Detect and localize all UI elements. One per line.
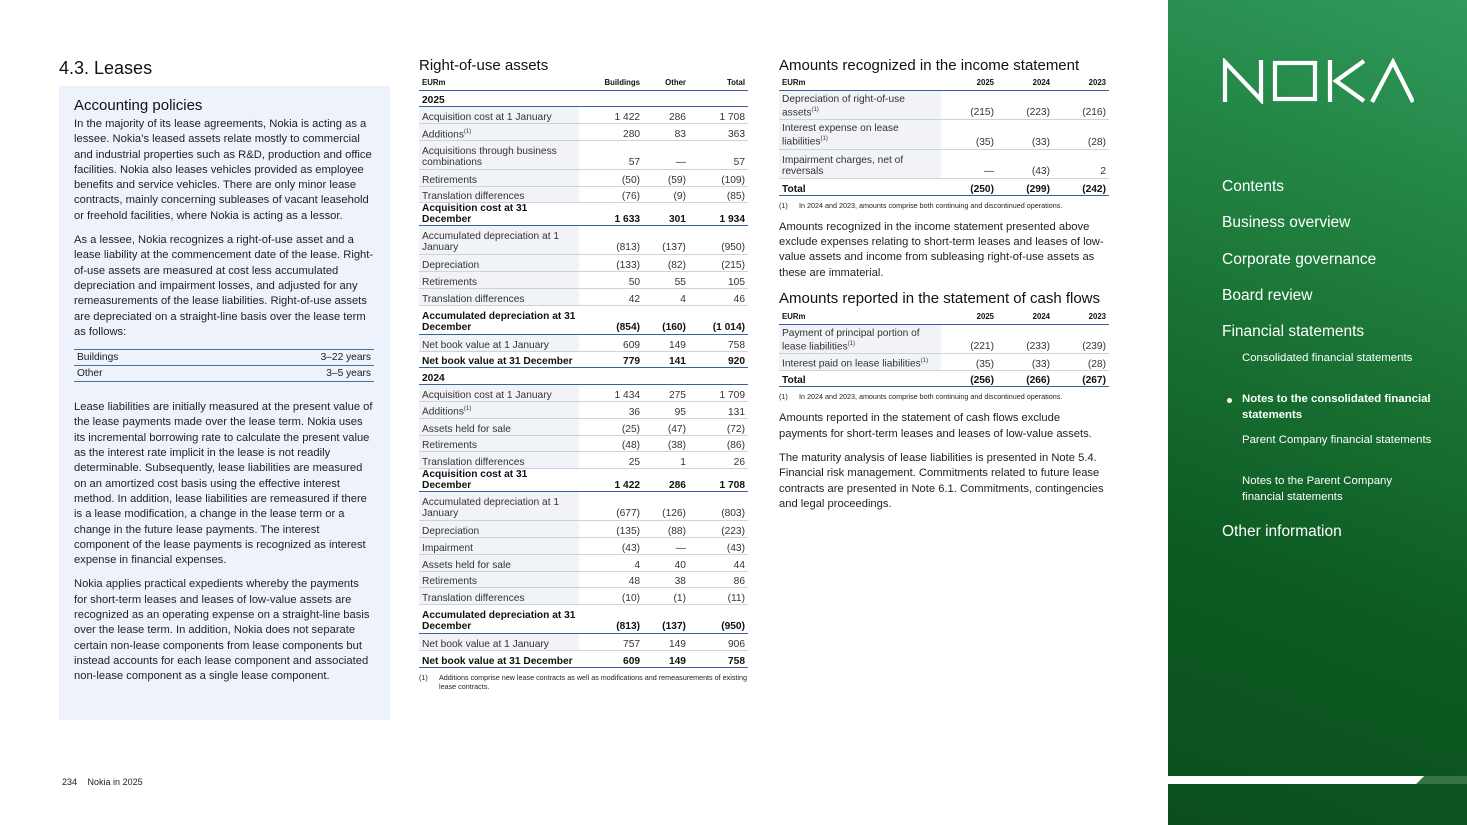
row-value: (215) [941, 90, 997, 120]
col-header: EURm [779, 311, 941, 324]
policy-paragraph-3: Lease liabilities are initially measured at the present value of the lease payments made over the lease term. Nokia uses its incremental borrowing rate to calculate the present value as the interest rate implicit in the lease is not readily determinable. Subsequently, lease liabilities are measured on an amortized cost basis using the effective interest method. In addition, lease liabilities are remeasured if there is a lease modification, a change in the lease term or a change in the future lease payments. The interest component of the lease payments is recognized as interest expense in financial expenses. [74, 401, 373, 567]
footnote-ref: (1) [463, 128, 472, 135]
row-value: 44 [689, 554, 748, 571]
table-row [779, 324, 1109, 354]
nav-board-review[interactable]: Board review [1222, 287, 1313, 304]
table-row [419, 651, 748, 668]
row-value: 779 [579, 351, 643, 368]
row-value: 105 [689, 272, 748, 289]
policy-paragraph-1: In the majority of its lease agreements, Nokia is acting as a lessee. Nokia’s leased assets relate mostly to commercial and industrial properties such as R&D, production and office facilities. Nokia also leases vehicles provided as employee benefits and service vehicles. There are only minor lease contracts, mainly concerning subleases of vacant leasehold or freehold facilities, where Nokia is acting as a lessor. [74, 118, 372, 222]
cashflow-paragraph-1: Amounts reported in the statement of cash flows exclude payments for short-term leases and leases of low-value assets. [779, 412, 1092, 440]
row-value: (48) [579, 435, 643, 452]
row-value: 149 [643, 334, 689, 351]
row-label: Translation differences [419, 452, 579, 469]
row-value: 906 [689, 634, 748, 651]
row-label: Translation differences [419, 186, 579, 203]
row-value: (950) [689, 226, 748, 255]
table-row [419, 435, 748, 452]
row-value: (28) [1053, 354, 1109, 371]
row-value: (854) [579, 305, 643, 334]
row-value: (266) [997, 370, 1053, 387]
row-value: 131 [689, 402, 748, 419]
accounting-policies-column [59, 56, 390, 720]
table-row [419, 588, 748, 605]
row-value: 55 [643, 272, 689, 289]
row-value: (256) [941, 370, 997, 387]
row-value: (35) [941, 354, 997, 371]
row-value: (299) [997, 179, 1053, 196]
row-label: Impairment charges, net of reversals [779, 149, 941, 179]
table-row [419, 272, 748, 289]
row-value: 26 [689, 452, 748, 469]
row-value: (239) [1053, 324, 1109, 354]
row-label: Acquisition cost at 31 December [419, 469, 579, 492]
row-value: 50 [579, 272, 643, 289]
progress-fill [1168, 776, 1424, 784]
footnote-ref: (1) [463, 406, 472, 413]
row-value: 757 [579, 634, 643, 651]
row-value: (43) [689, 538, 748, 555]
nav-notes-parent-company[interactable]: Notes to the Parent Company financial statements [1242, 475, 1393, 503]
row-label: Additions$^{(1)}$ [419, 402, 579, 419]
table-row [419, 351, 748, 368]
reading-progress-bar [1168, 776, 1467, 784]
row-value: — [643, 140, 689, 169]
table-row [419, 418, 748, 435]
row-value: (223) [689, 521, 748, 538]
row-label: Impairment [419, 538, 579, 555]
table-row [419, 169, 748, 186]
table-row [419, 186, 748, 203]
row-label: Retirements [419, 169, 579, 186]
col-header: 2023 [1053, 77, 1109, 90]
col-header: Buildings [579, 77, 643, 90]
navigation-sidebar [1168, 0, 1467, 825]
policy-paragraph-4: Nokia applies practical expedients whereby the payments for short-term leases and leases of low-value assets are recognized as an operating expense on a straight-line basis over the lease term. In addition, Nokia does not separate certain non-lease components from lease components but instead accounts for each lease component and associated non-lease component as a single lease component. [74, 578, 370, 683]
row-value: (137) [643, 605, 689, 634]
row-label: Payment of principal portion of lease liabilities$^{(1)}$ [779, 324, 941, 354]
row-label: Accumulated depreciation at 31 December [419, 605, 579, 634]
nav-other-information[interactable]: Other information [1222, 523, 1342, 540]
table-row [779, 370, 1109, 387]
row-value: 1 [643, 452, 689, 469]
row-value: (813) [579, 226, 643, 255]
row-value: — [941, 149, 997, 179]
row-value: (215) [689, 255, 748, 272]
footnote-ref: (1) [847, 340, 856, 347]
row-value: (28) [1053, 120, 1109, 150]
row-label: Acquisitions through business combinations [419, 140, 579, 169]
row-label: Total [779, 179, 941, 196]
row-value: (223) [997, 90, 1053, 120]
table-row [419, 385, 748, 402]
term-value: 3–5 years [211, 366, 374, 382]
nav-notes-consolidated-label: Notes to the consolidated financial statements [1242, 393, 1431, 421]
row-label: Accumulated depreciation at 31 December [419, 305, 579, 334]
table-row [419, 452, 748, 469]
row-value: 4 [643, 289, 689, 306]
row-label: 2024 [419, 368, 579, 385]
footnote-mark: (1) [779, 200, 788, 210]
table-row [419, 554, 748, 571]
year-row [419, 90, 748, 107]
footnote-mark: (1) [419, 672, 428, 682]
table-row [419, 605, 748, 634]
row-value: 758 [689, 651, 748, 668]
row-value: 363 [689, 124, 748, 141]
page-title: 4.3. Leases [59, 58, 153, 78]
nav-notes-consolidated[interactable] [1242, 391, 1432, 423]
row-value: 57 [689, 140, 748, 169]
document-name: Nokia in 2025 [87, 777, 143, 787]
row-value: (47) [643, 418, 689, 435]
col-header: 2024 [997, 77, 1053, 90]
row-label: Additions$^{(1)}$ [419, 124, 579, 141]
col-header: 2025 [941, 311, 997, 324]
right-of-use-column [419, 57, 748, 691]
col-header: Other [643, 77, 689, 90]
row-value: 286 [643, 469, 689, 492]
nokia-logo-icon[interactable] [1222, 58, 1414, 104]
term-label: Other [74, 366, 211, 382]
row-value: (35) [941, 120, 997, 150]
income-table [779, 77, 1109, 196]
row-label: Retirements [419, 435, 579, 452]
table-header-row [779, 77, 1109, 90]
row-value: 280 [579, 124, 643, 141]
row-value: 2 [1053, 149, 1109, 179]
row-value: 1 434 [579, 385, 643, 402]
table-row [779, 149, 1109, 179]
row-value: (950) [689, 605, 748, 634]
footnote-ref: (1) [920, 358, 929, 365]
row-value: 48 [579, 571, 643, 588]
table-row [779, 179, 1109, 196]
term-label: Buildings [74, 350, 211, 366]
nav-corporate-governance[interactable]: Corporate governance [1222, 251, 1377, 268]
row-value: (250) [941, 179, 997, 196]
row-label: Retirements [419, 571, 579, 588]
row-label: Retirements [419, 272, 579, 289]
row-value: (1) [643, 588, 689, 605]
row-value: 42 [579, 289, 643, 306]
table-row [419, 334, 748, 351]
row-value: (76) [579, 186, 643, 203]
row-value: (1 014) [689, 305, 748, 334]
year-row [419, 368, 748, 385]
table-row [419, 305, 748, 334]
row-label: Total [779, 370, 941, 387]
row-value: 95 [643, 402, 689, 419]
row-value: 1 934 [689, 203, 748, 226]
income-paragraph: Amounts recognized in the income statement presented above exclude expenses relating to short-term leases and leases of low-value assets and income from subleasing right-of-use assets as these are immaterial. [779, 220, 1104, 279]
row-label: Net book value at 31 December [419, 351, 579, 368]
term-row [74, 350, 374, 366]
row-value: 86 [689, 571, 748, 588]
row-value: — [643, 538, 689, 555]
table-row [419, 203, 748, 226]
rou-table [419, 77, 748, 668]
nav-parent-company-statements[interactable]: Parent Company financial statements [1242, 434, 1432, 446]
rou-footnote [419, 673, 748, 691]
depreciation-term-table [74, 349, 374, 382]
row-value [643, 90, 689, 107]
income-table-title: Amounts recognized in the income statement [779, 57, 1080, 74]
row-label: Net book value at 1 January [419, 634, 579, 651]
row-value: 286 [643, 107, 689, 124]
row-value: 141 [643, 351, 689, 368]
table-row [779, 90, 1109, 120]
row-value: (813) [579, 605, 643, 634]
row-value: 25 [579, 452, 643, 469]
row-label: Depreciation [419, 255, 579, 272]
row-value: (43) [579, 538, 643, 555]
row-label: Accumulated depreciation at 1 January [419, 492, 579, 521]
row-value: 1 708 [689, 107, 748, 124]
table-row [419, 255, 748, 272]
row-value: 4 [579, 554, 643, 571]
row-value: (133) [579, 255, 643, 272]
policy-paragraph-2: As a lessee, Nokia recognizes a right-of-use asset and a lease liability at the commencement date of the lease. Right-of-use assets are measured at cost less accumulated depreciation and impairment losses, and adjusted for any remeasurements of the lease liabilities. Right-of-use assets are depreciated on a straight-line basis over the lease term as follows: [74, 234, 374, 338]
row-label: Net book value at 31 December [419, 651, 579, 668]
cashflow-table-title: Amounts reported in the statement of cash flows [779, 290, 1100, 308]
row-value: (50) [579, 169, 643, 186]
table-row [419, 402, 748, 419]
row-value: 1 422 [579, 107, 643, 124]
page-number: 234 [62, 777, 78, 787]
table-row [419, 492, 748, 521]
table-row [419, 140, 748, 169]
row-value [579, 368, 643, 385]
row-label: Acquisition cost at 1 January [419, 385, 579, 402]
row-value: (221) [941, 324, 997, 354]
row-value: (677) [579, 492, 643, 521]
row-value: (86) [689, 435, 748, 452]
nav-consolidated-financial-statements[interactable]: Consolidated financial statements [1242, 352, 1413, 364]
table-row [419, 107, 748, 124]
page-footer [62, 777, 151, 787]
accounting-policies-box [59, 86, 390, 720]
row-value: 46 [689, 289, 748, 306]
row-label: 2025 [419, 90, 579, 107]
table-row [779, 354, 1109, 371]
row-value: (137) [643, 226, 689, 255]
row-label: Interest expense on lease liabilities$^{(1)}$ [779, 120, 941, 150]
row-value [689, 368, 748, 385]
row-value: 40 [643, 554, 689, 571]
row-value: (109) [689, 169, 748, 186]
term-value: 3–22 years [211, 350, 374, 366]
row-label: Accumulated depreciation at 1 January [419, 226, 579, 255]
cashflow-table [779, 311, 1109, 387]
row-value: (10) [579, 588, 643, 605]
table-header-row [419, 77, 748, 90]
row-value: (25) [579, 418, 643, 435]
row-value: (9) [643, 186, 689, 203]
row-value: (85) [689, 186, 748, 203]
row-label: Acquisition cost at 31 December [419, 203, 579, 226]
row-value: 149 [643, 634, 689, 651]
table-row [419, 538, 748, 555]
row-value: 609 [579, 334, 643, 351]
row-label: Net book value at 1 January [419, 334, 579, 351]
row-value: (233) [997, 324, 1053, 354]
row-value [689, 90, 748, 107]
table-row [779, 120, 1109, 150]
rou-table-title: Right-of-use assets [419, 57, 549, 74]
row-value: 758 [689, 334, 748, 351]
table-row [419, 634, 748, 651]
row-value: (11) [689, 588, 748, 605]
row-value: (88) [643, 521, 689, 538]
row-value: (33) [997, 354, 1053, 371]
row-value: 83 [643, 124, 689, 141]
row-value: 1 633 [579, 203, 643, 226]
term-row [74, 366, 374, 382]
col-header: Total [689, 77, 748, 90]
row-value: (242) [1053, 179, 1109, 196]
row-value: (267) [1053, 370, 1109, 387]
table-row [419, 289, 748, 306]
table-row [419, 571, 748, 588]
row-value: (216) [1053, 90, 1109, 120]
footnote-mark: (1) [779, 392, 788, 402]
income-cashflow-column [779, 57, 1109, 513]
row-value [643, 368, 689, 385]
footnote-text: In 2024 and 2023, amounts comprise both continuing and discontinued operations. [799, 200, 1063, 210]
row-value: 1 422 [579, 469, 643, 492]
col-header: 2024 [997, 311, 1053, 324]
table-header-row [779, 311, 1109, 324]
row-label: Assets held for sale [419, 554, 579, 571]
row-value: (160) [643, 305, 689, 334]
nav-contents[interactable]: Contents [1222, 178, 1285, 195]
row-value: 1 709 [689, 385, 748, 402]
row-value: 57 [579, 140, 643, 169]
row-value: (72) [689, 418, 748, 435]
row-value: 920 [689, 351, 748, 368]
row-value: 38 [643, 571, 689, 588]
row-value: (59) [643, 169, 689, 186]
row-label: Translation differences [419, 289, 579, 306]
table-row [419, 226, 748, 255]
footnote-text: Additions comprise new lease contracts as well as modifications and remeasurements of existing lease contracts. [439, 672, 748, 691]
row-label: Translation differences [419, 588, 579, 605]
row-value: (803) [689, 492, 748, 521]
col-header: 2023 [1053, 311, 1109, 324]
row-label: Depreciation [419, 521, 579, 538]
row-label: Depreciation of right-of-use assets$^{(1)}$ [779, 90, 941, 120]
footnote-ref: (1) [820, 136, 828, 143]
active-bullet-icon [1227, 398, 1232, 403]
cashflow-paragraph-2: The maturity analysis of lease liabilities is presented in Note 5.4. Financial risk management. Commitments related to future lease contracts are presented in Note 6.1. Commitments, contingencies and legal proceedings. [779, 451, 1104, 511]
row-value: 36 [579, 402, 643, 419]
col-header: 2025 [941, 77, 997, 90]
row-value: (43) [997, 149, 1053, 179]
row-value: (126) [643, 492, 689, 521]
table-row [419, 124, 748, 141]
row-value: (135) [579, 521, 643, 538]
row-label: Acquisition cost at 1 January [419, 107, 579, 124]
row-label: Interest paid on lease liabilities$^{(1)}$ [779, 354, 941, 371]
col-header: EURm [419, 77, 579, 90]
row-value: 149 [643, 651, 689, 668]
row-value: (33) [997, 120, 1053, 150]
nav-financial-statements[interactable]: Financial statements [1222, 323, 1365, 340]
row-value [579, 90, 643, 107]
row-value: 301 [643, 203, 689, 226]
accounting-policies-heading: Accounting policies [74, 97, 203, 114]
row-value: 609 [579, 651, 643, 668]
row-value: (38) [643, 435, 689, 452]
row-value: 275 [643, 385, 689, 402]
row-value: 1 708 [689, 469, 748, 492]
footnote-ref: (1) [811, 106, 819, 113]
income-footnote [779, 201, 1109, 210]
nav-business-overview[interactable]: Business overview [1222, 214, 1351, 231]
table-row [419, 521, 748, 538]
row-label: Assets held for sale [419, 418, 579, 435]
row-value: (82) [643, 255, 689, 272]
col-header: EURm [779, 77, 941, 90]
cashflow-footnote [779, 392, 1109, 401]
footnote-text: In 2024 and 2023, amounts comprise both continuing and discontinued operations. [799, 392, 1063, 402]
table-row [419, 469, 748, 492]
